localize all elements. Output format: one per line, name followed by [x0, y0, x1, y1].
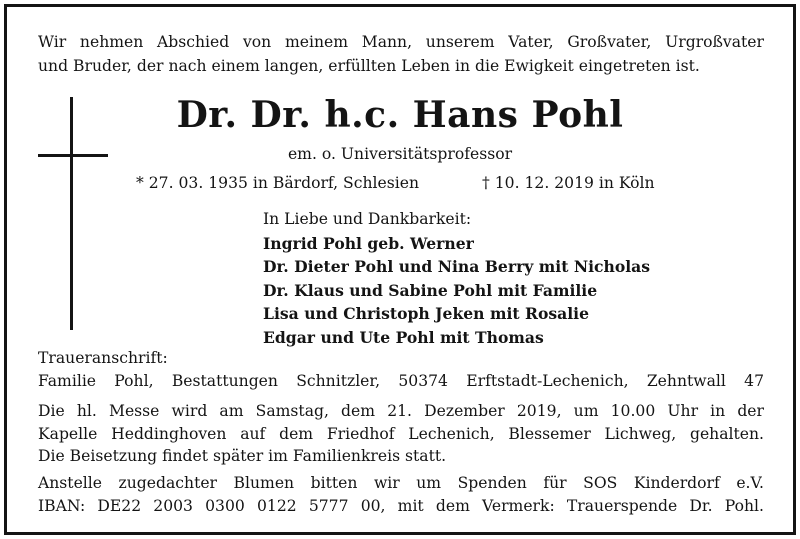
death-date: † 10. 12. 2019 in Köln	[482, 174, 655, 192]
address-line: Familie Pohl, Bestattungen Schnitzler, 50374 Erftstadt-Lechenich, Zehntwall 47	[38, 372, 764, 390]
mass-line-3: Die Beisetzung findet später im Familienkreis statt.	[38, 447, 447, 465]
deceased-name: Dr. Dr. h.c. Hans Pohl	[176, 94, 624, 136]
birth-date: * 27. 03. 1935 in Bärdorf, Schlesien	[136, 174, 419, 192]
mourner-name: Dr. Klaus und Sabine Pohl mit Familie	[263, 280, 598, 300]
deceased-title: em. o. Universitätsprofessor	[287, 145, 513, 163]
mass-line-1: Die hl. Messe wird am Samstag, dem 21. Dezember 2019, um 10.00 Uhr in der	[38, 402, 764, 420]
intro-line-1: Wir nehmen Abschied von meinem Mann, unserem Vater, Großvater, Urgroßvater	[38, 33, 764, 51]
mourners-block	[263, 208, 650, 349]
cross-horizontal-bar	[38, 154, 108, 157]
address-label: Traueranschrift:	[38, 349, 168, 367]
mourner-name: Lisa und Christoph Jeken mit Rosalie	[263, 304, 590, 323]
intro-line-2: und Bruder, der nach einem langen, erfüllten Leben in die Ewigkeit eingetreten ist.	[38, 57, 700, 75]
mourning-address	[38, 347, 764, 393]
donation-info	[38, 472, 764, 517]
mourner-name: Edgar und Ute Pohl mit Thomas	[263, 327, 544, 347]
mass-info	[38, 400, 764, 468]
donation-line-2: IBAN: DE22 2003 0300 0122 5777 00, mit dem Vermerk: Trauerspende Dr. Pohl.	[38, 496, 764, 515]
mass-line-2: Kapelle Heddinghoven auf dem Friedhof Lechenich, Blessemer Lichweg, gehalten.	[38, 424, 764, 443]
mourners-lead: In Liebe und Dankbarkeit:	[263, 210, 472, 228]
intro-text	[38, 30, 764, 78]
mourner-name: Ingrid Pohl geb. Werner	[263, 233, 474, 253]
mourner-name: Dr. Dieter Pohl und Nina Berry mit Nicholas	[263, 257, 651, 276]
cross-vertical-bar	[70, 97, 73, 330]
donation-line-1: Anstelle zugedachter Blumen bitten wir um Spenden für SOS Kinderdorf e.V.	[38, 474, 764, 492]
